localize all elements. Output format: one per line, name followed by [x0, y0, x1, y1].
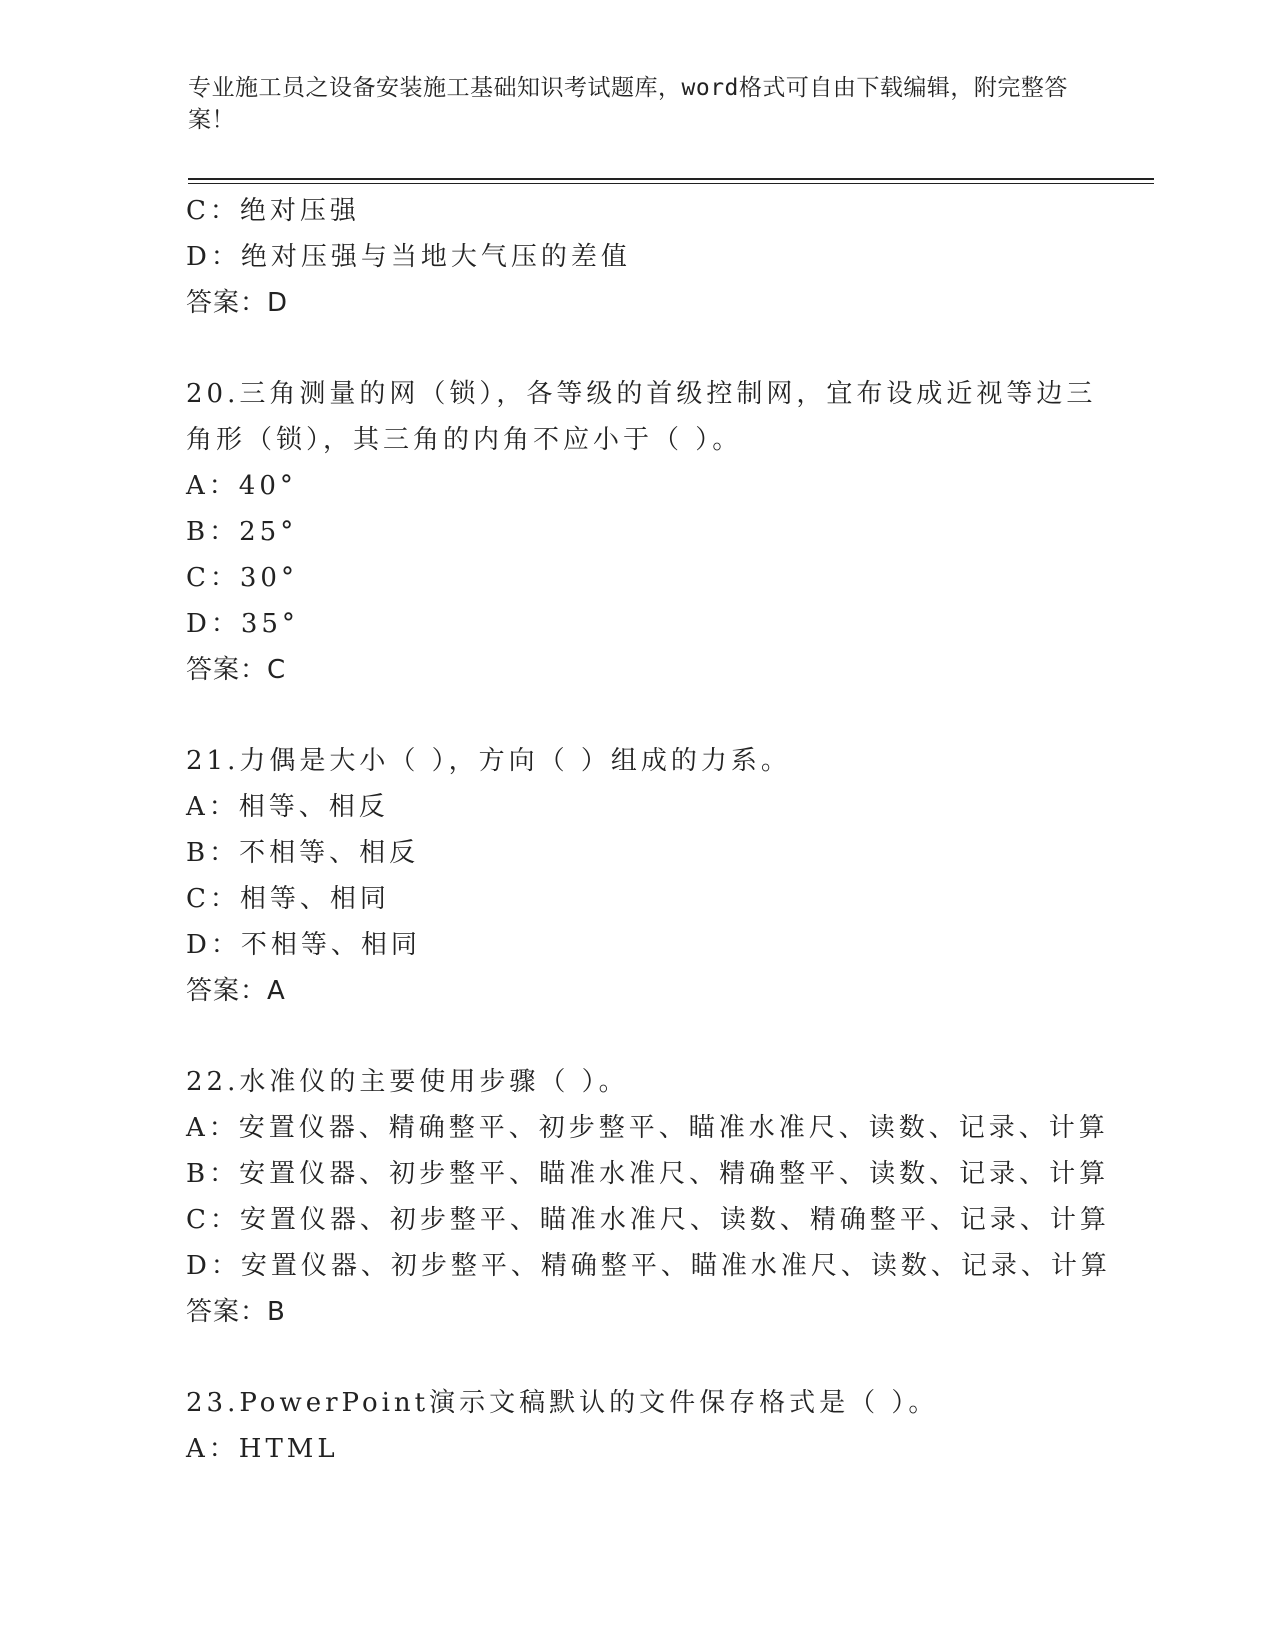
option-c: C：30° [186, 563, 298, 593]
answer-line: 答案：D [186, 288, 289, 318]
option-a: A：HTML [186, 1434, 339, 1464]
question-text: 角形（锁），其三角的内角不应小于（ ）。 [186, 425, 743, 455]
option-d: D：安置仪器、初步整平、精确整平、瞄准水准尺、读数、记录、计算 [186, 1251, 1111, 1281]
question-19-tail [186, 188, 1146, 326]
spacer [186, 1014, 1146, 1059]
answer-line: 答案：B [186, 1297, 286, 1327]
option-c: C：相等、相同 [186, 884, 390, 914]
option-c: C：安置仪器、初步整平、瞄准水准尺、读数、精确整平、记录、计算 [186, 1205, 1110, 1235]
question-22 [186, 1059, 1146, 1335]
question-text: 23.PowerPoint演示文稿默认的文件保存格式是（ ）。 [186, 1388, 939, 1418]
option-b: B：不相等、相反 [186, 838, 420, 868]
header-divider-thin [188, 183, 1154, 184]
answer-line: 答案：A [186, 976, 286, 1006]
spacer [186, 693, 1146, 738]
question-text: 21.力偶是大小（ ），方向（ ）组成的力系。 [186, 746, 791, 776]
option-a: A：40° [186, 471, 297, 501]
document-body [186, 188, 1146, 1472]
option-d: D：绝对压强与当地大气压的差值 [186, 242, 631, 272]
option-d: D：35° [186, 609, 299, 639]
option-c: C：绝对压强 [186, 196, 360, 226]
option-b: B：25° [186, 517, 298, 547]
question-21 [186, 738, 1146, 1014]
option-a: A：相等、相反 [186, 792, 389, 822]
spacer [186, 326, 1146, 371]
answer-line: 答案：C [186, 655, 287, 685]
spacer [186, 1335, 1146, 1380]
document-header [188, 72, 1068, 136]
question-23 [186, 1380, 1146, 1472]
option-a: A：安置仪器、精确整平、初步整平、瞄准水准尺、读数、记录、计算 [186, 1113, 1109, 1143]
option-d: D：不相等、相同 [186, 930, 421, 960]
option-b: B：安置仪器、初步整平、瞄准水准尺、精确整平、读数、记录、计算 [186, 1159, 1110, 1189]
question-20 [186, 371, 1146, 693]
question-text: 20.三角测量的网（锁），各等级的首级控制网，宜布设成近视等边三 [186, 379, 1097, 409]
question-text: 22.水准仪的主要使用步骤（ ）。 [186, 1067, 629, 1097]
header-divider [188, 178, 1154, 180]
header-text: 专业施工员之设备安装施工基础知识考试题库，word格式可自由下载编辑，附完整答案！ [188, 75, 1068, 133]
